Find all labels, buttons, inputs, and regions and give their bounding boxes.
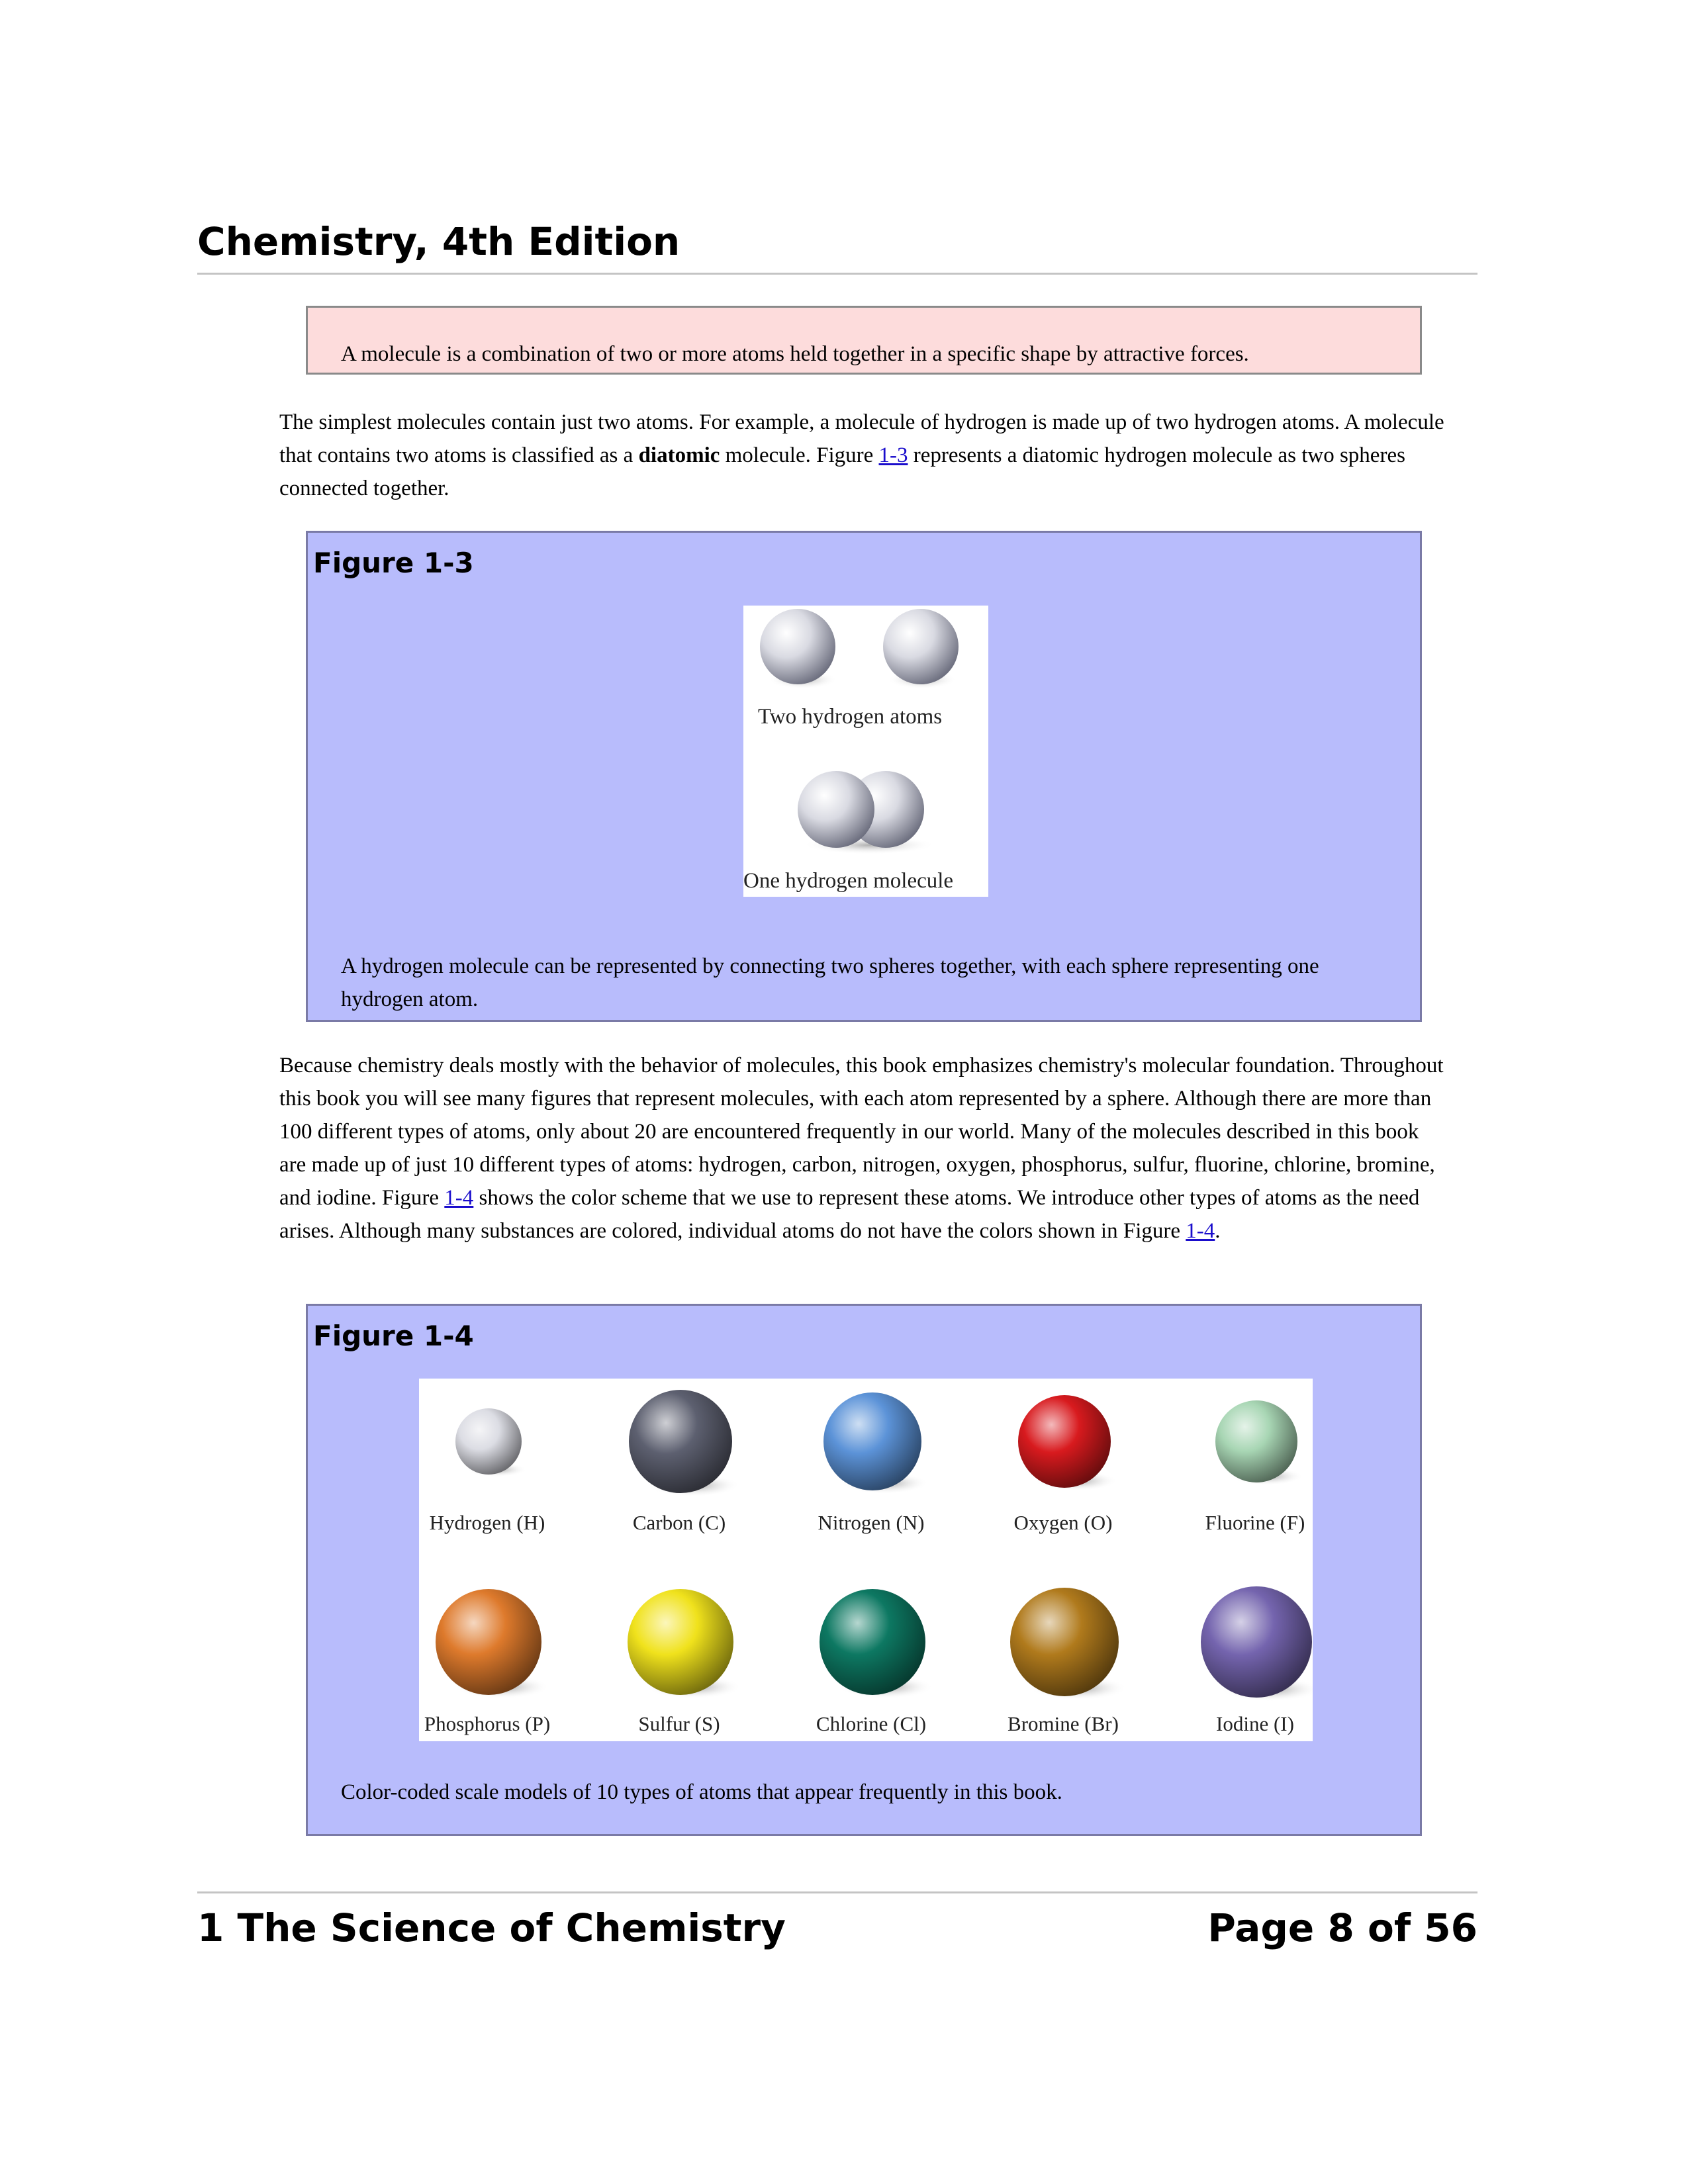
para2-text-2: shows the color scheme that we use to represent these atoms. We introduce other types of atoms as the need arises. Although many substances are colored, individual atoms do not have the colors shown in Figure [279, 1186, 1420, 1243]
paragraph-atom-colors [279, 1049, 1444, 1248]
para1-text-2: molecule. Figure [720, 443, 879, 467]
atom-sphere-iodine [1201, 1586, 1312, 1698]
figure-1-4-link[interactable]: 1-4 [444, 1186, 474, 1210]
atom-sphere-hydrogen [455, 1408, 522, 1475]
atom-label-carbon: Carbon (C) [632, 1511, 726, 1534]
hydrogen-atom-sphere [883, 609, 959, 684]
figure-label: Figure 1-3 [313, 547, 474, 579]
atom-label-nitrogen: Nitrogen (N) [818, 1511, 925, 1534]
book-title: Chemistry, 4th Edition [197, 219, 680, 264]
one-hydrogen-molecule-label: One hydrogen molecule [743, 869, 954, 893]
hydrogen-atom-sphere [798, 771, 874, 848]
atom-sphere-fluorine [1215, 1400, 1297, 1482]
figure-1-3 [306, 531, 1422, 1022]
para2-text-1: Because chemistry deals mostly with the behavior of molecules, this book emphasizes chemistry's molecular foundation. Throughout this book you will see many figures that represent molecules, with each atom represented by a sphere. Although there are more than 100 different types of atoms, only about 20 are encountered frequently in our world. Many of the molecules described in this book are made up of just 10 different types of atoms: hydrogen, carbon, nitrogen, oxygen, phosphorus, sulfur, fluorine, chlorine, bromine, and iodine. Figure [279, 1054, 1444, 1210]
hydrogen-atom-sphere [760, 609, 835, 684]
atom-label-iodine: Iodine (I) [1216, 1712, 1294, 1735]
para2-text-3: . [1215, 1219, 1221, 1243]
atom-label-bromine: Bromine (Br) [1008, 1712, 1119, 1735]
atom-label-fluorine: Fluorine (F) [1205, 1511, 1305, 1534]
atom-sphere-phosphorus [436, 1589, 541, 1695]
figure-1-3-link[interactable]: 1-3 [878, 443, 908, 467]
atom-sphere-oxygen [1018, 1395, 1111, 1488]
header-divider [197, 273, 1477, 275]
figure-caption: A hydrogen molecule can be represented by connecting two spheres together, with each sphere representing one hydrogen atom. [341, 954, 1319, 1011]
figure-1-4 [306, 1304, 1422, 1836]
atom-sphere-chlorine [820, 1589, 925, 1695]
figure-caption: Color-coded scale models of 10 types of atoms that appear frequently in this book. [341, 1780, 1062, 1804]
atom-label-hydrogen: Hydrogen (H) [429, 1511, 545, 1534]
hydrogen-molecule-image [743, 606, 988, 897]
para1-text-1: The simplest molecules contain just two atoms. For example, a molecule of hydrogen is made up of two hydrogen atoms. A molecule that contains two atoms is classified as a [279, 410, 1444, 467]
footer-divider [197, 1891, 1477, 1893]
figure-1-4-link[interactable]: 1-4 [1186, 1219, 1215, 1243]
page-number: Page 8 of 56 [1207, 1905, 1477, 1950]
two-hydrogen-atoms-label: Two hydrogen atoms [758, 705, 943, 729]
atom-sphere-bromine [1010, 1588, 1119, 1696]
atom-spheres-illustration [419, 1379, 1313, 1741]
para1-text-3: represents a diatomic hydrogen molecule as two spheres connected together. [279, 443, 1405, 500]
atom-sphere-carbon [629, 1390, 732, 1493]
chapter-title: 1 The Science of Chemistry [197, 1905, 786, 1950]
atom-label-chlorine: Chlorine (Cl) [816, 1712, 927, 1735]
figure-label: Figure 1-4 [313, 1320, 474, 1352]
definition-box [306, 306, 1422, 375]
atom-color-models-image [419, 1379, 1313, 1741]
atom-sphere-nitrogen [823, 1392, 921, 1490]
atom-label-sulfur: Sulfur (S) [638, 1712, 720, 1735]
atom-sphere-sulfur [628, 1589, 733, 1695]
diatomic-term: diatomic [638, 443, 720, 467]
definition-text: A molecule is a combination of two or more atoms held together in a specific shape by attractive forces. [341, 342, 1249, 366]
atom-label-oxygen: Oxygen (O) [1013, 1511, 1113, 1534]
paragraph-diatomic [279, 406, 1444, 505]
atom-label-phosphorus: Phosphorus (P) [424, 1712, 551, 1735]
hydrogen-spheres-illustration [743, 606, 988, 897]
